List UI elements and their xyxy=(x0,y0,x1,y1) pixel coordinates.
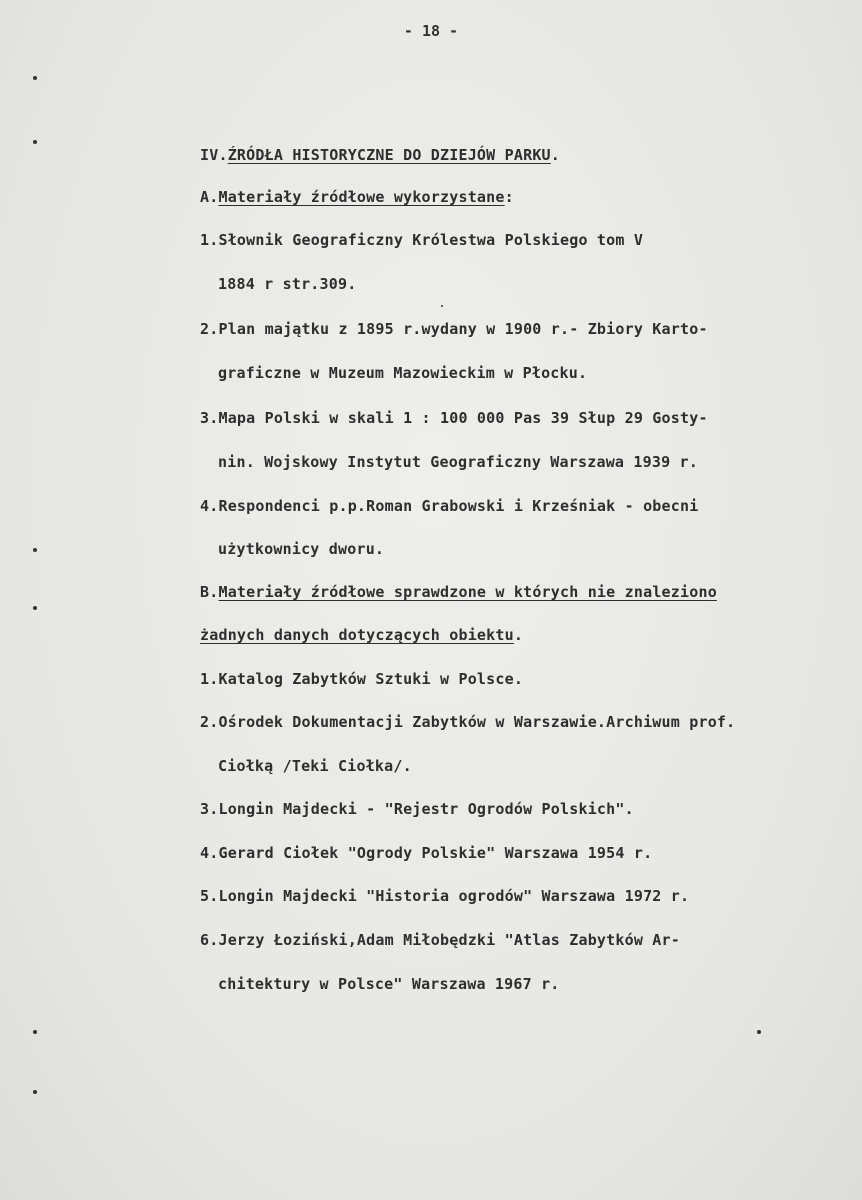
heading-suffix: . xyxy=(550,146,561,164)
scan-speck xyxy=(757,1030,761,1034)
section-b-heading xyxy=(200,583,717,601)
section-b-heading-line2 xyxy=(200,626,523,644)
scan-speck xyxy=(33,548,37,552)
section-a-suffix: : xyxy=(504,188,514,206)
scan-speck xyxy=(33,1030,37,1034)
heading-title: ŹRÓDŁA HISTORYCZNE DO DZIEJÓW PARKU xyxy=(227,146,551,164)
section-b-item-5: 5.Longin Majdecki "Historia ogrodów" Warszawa 1972 r. xyxy=(200,887,690,905)
page-number: - 18 - xyxy=(403,22,459,40)
section-b-item-4: 4.Gerard Ciołek "Ogrody Polskie" Warszawa 1954 r. xyxy=(200,844,653,862)
section-b-item-2-line2: Ciołką /Teki Ciołka/. xyxy=(218,757,412,775)
section-a-item-3-line1: 3.Mapa Polski w skali 1 : 100 000 Pas 39 Słup 29 Gosty- xyxy=(200,409,708,427)
section-b-title-line1: Materiały źródłowe sprawdzone w których nie znaleziono xyxy=(218,583,717,601)
section-b-suffix: . xyxy=(513,626,524,644)
section-a-title: Materiały źródłowe wykorzystane xyxy=(218,188,505,206)
scan-speck xyxy=(33,606,37,610)
scan-speck xyxy=(33,140,37,144)
heading-prefix: IV. xyxy=(200,146,228,164)
section-b-item-6-line2: chitektury w Polsce" Warszawa 1967 r. xyxy=(218,975,560,993)
section-a-heading xyxy=(200,188,514,206)
section-b-title-line2: żadnych danych dotyczących obiektu xyxy=(200,626,514,644)
section-b-item-1: 1.Katalog Zabytków Sztuki w Polsce. xyxy=(200,670,524,688)
scan-speck xyxy=(33,76,37,80)
section-a-item-4-line2: użytkownicy dworu. xyxy=(218,540,385,558)
section-a-item-3-line2: nin. Wojskowy Instytut Geograficzny Warszawa 1939 r. xyxy=(218,453,698,471)
section-b-item-2-line1: 2.Ośrodek Dokumentacji Zabytków w Warszawie.Archiwum prof. xyxy=(200,713,736,731)
scan-speck xyxy=(33,1090,37,1094)
section-b-item-3: 3.Longin Majdecki - "Rejestr Ogrodów Polskich". xyxy=(200,800,634,818)
section-heading xyxy=(200,146,560,164)
section-a-item-2-line2: graficzne w Muzeum Mazowieckim w Płocku. xyxy=(218,364,588,382)
scan-speck xyxy=(441,305,443,307)
section-a-item-2-line1: 2.Plan majątku z 1895 r.wydany w 1900 r.- Zbiory Karto- xyxy=(200,320,708,338)
section-b-item-6-line1: 6.Jerzy Łoziński,Adam Miłobędzki "Atlas Zabytków Ar- xyxy=(200,931,680,949)
section-b-label: B. xyxy=(200,583,219,601)
section-a-item-1-line1: 1.Słownik Geograficzny Królestwa Polskiego tom V xyxy=(200,231,644,249)
section-a-label: A. xyxy=(200,188,219,206)
section-a-item-1-line2: 1884 r str.309. xyxy=(218,275,357,293)
section-a-item-4-line1: 4.Respondenci p.p.Roman Grabowski i Krześniak - obecni xyxy=(200,497,699,515)
